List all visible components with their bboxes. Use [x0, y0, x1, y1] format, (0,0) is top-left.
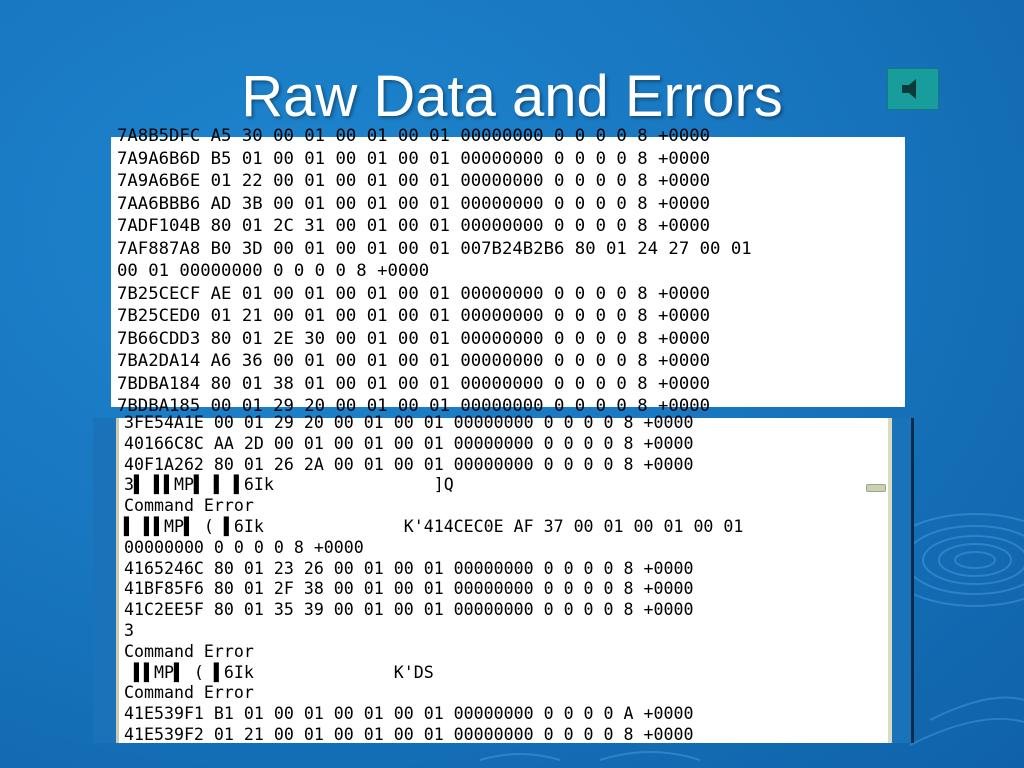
log-line: 41C2EE5F 80 01 35 39 00 01 00 01 00000000 0 0 0 0 8 +0000 — [124, 600, 694, 620]
log-line: ▌ ▌▌MP▌ ( ▌6Ik K'414CEC0E AF 37 00 01 00 01 00 01 — [124, 516, 744, 536]
log-line: Command Error — [124, 683, 254, 703]
panel-edge-divider — [911, 418, 914, 743]
error-log-panel — [116, 413, 892, 744]
data-line: 7A8B5DFC A5 30 00 01 00 01 00 01 00000000 0 0 0 0 8 +0000 — [117, 126, 711, 146]
data-line: 7ADF104B 80 01 2C 31 00 01 00 01 00000000 0 0 0 0 8 +0000 — [117, 216, 711, 236]
data-line: 7A9A6B6D B5 01 00 01 00 01 00 01 00000000 0 0 0 0 8 +0000 — [117, 148, 711, 169]
log-line: Command Error — [124, 496, 254, 516]
raw-data-lines — [117, 125, 752, 418]
data-line: 00 01 00000000 0 0 0 0 8 +0000 — [117, 261, 430, 281]
slide-title: Raw Data and Errors — [241, 64, 783, 129]
data-line: 7AF887A8 B0 3D 00 01 00 01 00 01 007B24B2B6 80 01 24 27 00 01 — [117, 238, 752, 259]
data-line: 7B66CDD3 80 01 2E 30 00 01 00 01 00000000 0 0 0 0 8 +0000 — [117, 328, 711, 349]
data-line: 7AA6BBB6 AD 3B 00 01 00 01 00 01 00000000 0 0 0 0 8 +0000 — [117, 193, 711, 214]
log-line: 3FE54A1E 00 01 29 20 00 01 00 01 00000000 0 0 0 0 8 +0000 — [124, 413, 694, 432]
log-line: 41BF85F6 80 01 2F 38 00 01 00 01 00000000 0 0 0 0 8 +0000 — [124, 579, 694, 599]
log-line: 3 — [124, 620, 134, 640]
data-line: 7B25CED0 01 21 00 01 00 01 00 01 00000000 0 0 0 0 8 +0000 — [117, 306, 711, 326]
data-line: 7B25CECF AE 01 00 01 00 01 00 01 00000000 0 0 0 0 8 +0000 — [117, 283, 711, 304]
error-log-lines — [124, 413, 743, 746]
raw-data-panel — [111, 126, 905, 416]
log-line: Command Error — [124, 641, 254, 661]
log-line: 4165246C 80 01 23 26 00 01 00 01 00000000 0 0 0 0 8 +0000 — [124, 558, 694, 578]
sound-button[interactable] — [887, 68, 939, 110]
scrollbar-thumb[interactable] — [866, 484, 886, 492]
log-line: 40F1A262 80 01 26 2A 00 01 00 01 00000000 0 0 0 0 8 +0000 — [124, 454, 694, 474]
log-line: ▌▌MP▌ ( ▌6Ik K'DS — [124, 662, 434, 682]
log-line: 41E539F2 01 21 00 01 00 01 00 01 00000000 0 0 0 0 8 +0000 — [124, 724, 694, 744]
scrollbar-track[interactable] — [888, 418, 892, 743]
log-line: 41E539F1 B1 01 00 01 00 01 00 01 00000000 0 0 0 0 A +0000 — [124, 704, 694, 724]
data-line: 7A9A6B6E 01 22 00 01 00 01 00 01 00000000 0 0 0 0 8 +0000 — [117, 171, 711, 191]
log-line: 40166C8C AA 2D 00 01 00 01 00 01 00000000 0 0 0 0 8 +0000 — [124, 433, 694, 453]
data-line: 7BDBA185 00 01 29 20 00 01 00 01 00000000 0 0 0 0 8 +0000 — [117, 396, 711, 416]
data-line: 7BDBA184 80 01 38 01 00 01 00 01 00000000 0 0 0 0 8 +0000 — [117, 373, 711, 394]
log-line: 3▌ ▌▌MP▌ ▌ ▌6Ik ]Q — [124, 475, 454, 495]
speaker-icon — [898, 74, 928, 104]
data-line: 7BA2DA14 A6 36 00 01 00 01 00 01 00000000 0 0 0 0 8 +0000 — [117, 351, 711, 371]
log-line: 00000000 0 0 0 0 8 +0000 — [124, 537, 364, 557]
